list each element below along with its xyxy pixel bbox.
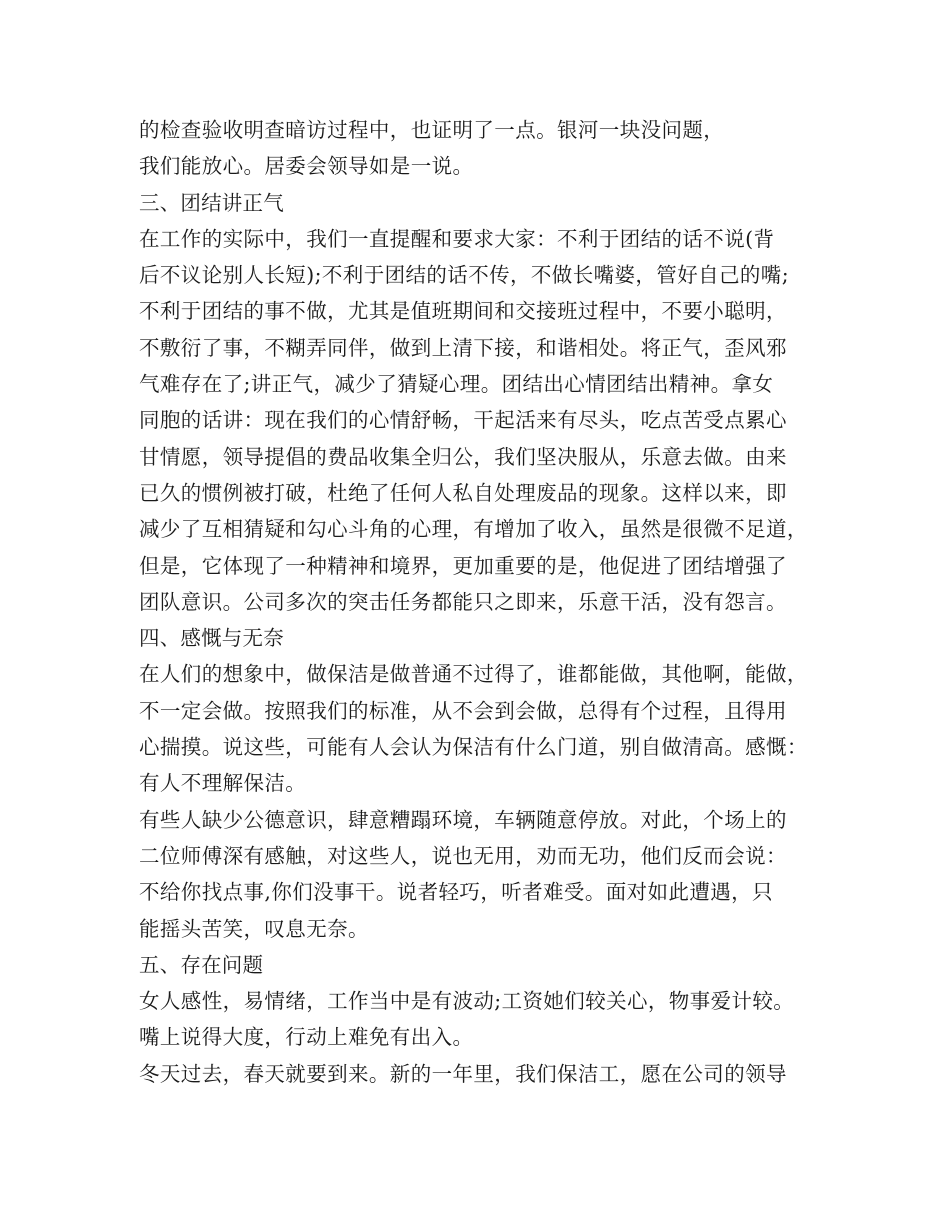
text-line: 已久的惯例被打破，杜绝了任何人私自处理废品的现象。这样以来，即 [139, 480, 787, 505]
text-line: 二位师傅深有感触，对这些人，说也无用，劝而无功，他们反而会说： [139, 843, 787, 868]
text-line: 团队意识。公司多次的突击任务都能只之即来，乐意干活，没有怨言。 [139, 589, 787, 614]
text-line: 有些人缺少公德意识，肆意糟蹋环境，车辆随意停放。对此，个场上的 [139, 807, 787, 832]
text-line: 有人不理解保洁。 [139, 771, 307, 796]
text-line: 能摇头苦笑，叹息无奈。 [139, 916, 369, 941]
text-line: 不敷衍了事，不糊弄同伴，做到上清下接，和谐相处。将正气，歪风邪 [139, 335, 787, 360]
text-line: 不利于团结的事不做，尤其是值班期间和交接班过程中，不要小聪明， [139, 299, 787, 324]
section-heading-3: 三、团结讲正气 [139, 190, 284, 215]
text-line: 在工作的实际中，我们一直提醒和要求大家：不利于团结的话不说(背 [139, 226, 775, 251]
text-line: 不一定会做。按照我们的标准，从不会到会做，总得有个过程，且得用 [139, 698, 787, 723]
text-line: 但是，它体现了一种精神和境界，更加重要的是，他促进了团结增强了 [139, 553, 787, 578]
text-line: 在人们的想象中，做保洁是做普通不过得了，谁都能做，其他啊，能做， [139, 662, 808, 687]
body-text [139, 112, 839, 1092]
text-line: 气难存在了;讲正气，减少了猜疑心理。团结出心情团结出精神。拿女 [139, 372, 774, 397]
text-line: 后不议论别人长短);不利于团结的话不传，不做长嘴婆，管好自己的嘴; [139, 263, 790, 288]
section-heading-4: 四、感慨与无奈 [139, 626, 284, 651]
text-line: 嘴上说得大度，行动上难免有出入。 [139, 1025, 474, 1050]
text-line: 的检查验收明查暗访过程中，也证明了一点。银河一块没问题， [139, 118, 725, 142]
text-line: 同胞的话讲：现在我们的心情舒畅，干起活来有尽头，吃点苦受点累心 [139, 408, 787, 433]
text-line: 冬天过去，春天就要到来。新的一年里，我们保洁工，愿在公司的领导 [139, 1061, 787, 1086]
text-line: 我们能放心。居委会领导如是一说。 [139, 154, 474, 179]
text-line: 心揣摸。说这些，可能有人会认为保洁有什么门道，别自做清高。感慨： [139, 735, 808, 760]
text-line: 减少了互相猜疑和勾心斗角的心理，有增加了收入，虽然是很微不足道， [139, 517, 808, 542]
text-line: 不给你找点事,你们没事干。说者轻巧，听者难受。面对如此遭遇，只 [139, 880, 773, 905]
text-line: 女人感性，易情绪，工作当中是有波动;工资她们较关心，物事爱计较。 [139, 989, 795, 1014]
text-line: 甘情愿，领导提倡的费品收集全归公，我们坚决服从，乐意去做。由来 [139, 444, 787, 469]
section-heading-5: 五、存在问题 [139, 952, 264, 977]
